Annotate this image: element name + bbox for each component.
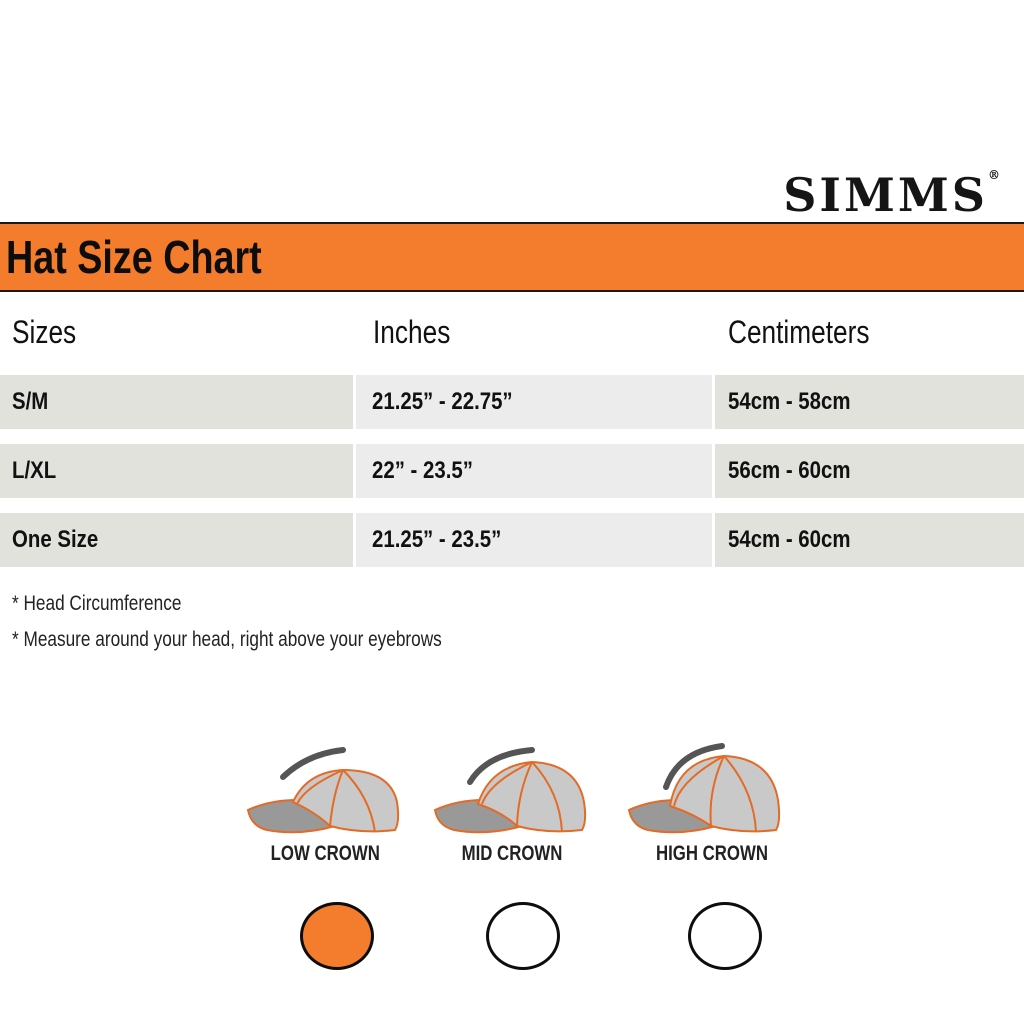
size-cell: S/M — [0, 375, 353, 429]
column-header-inches: Inches — [373, 314, 451, 350]
mid-crown-indicator[interactable] — [486, 902, 560, 970]
table-row — [0, 513, 1024, 567]
low-crown-label: LOW CROWN — [270, 842, 380, 865]
note-head-circumference: * Head Circumference — [12, 592, 182, 615]
low-crown-cap-icon — [245, 742, 405, 842]
high-crown-cap-icon — [626, 742, 786, 842]
centimeters-cell: 54cm - 60cm — [715, 513, 1024, 567]
note-measure-instructions: * Measure around your head, right above your eyebrows — [12, 628, 442, 651]
title-banner — [0, 222, 1024, 292]
column-header-sizes: Sizes — [12, 314, 77, 350]
brand-name: SIMMS — [783, 168, 988, 222]
size-cell: One Size — [0, 513, 353, 567]
table-row — [0, 444, 1024, 498]
inches-cell: 22” - 23.5” — [356, 444, 712, 498]
high-crown-label: HIGH CROWN — [656, 842, 768, 865]
centimeters-cell: 54cm - 58cm — [715, 375, 1024, 429]
brand-logo — [783, 168, 1000, 222]
low-crown-indicator[interactable] — [300, 902, 374, 970]
inches-cell: 21.25” - 23.5” — [356, 513, 712, 567]
mid-crown-label: MID CROWN — [461, 842, 563, 865]
table-row — [0, 375, 1024, 429]
mid-crown-cap-icon — [432, 742, 592, 842]
page-title: Hat Size Chart — [6, 231, 262, 283]
inches-cell: 21.25” - 22.75” — [356, 375, 712, 429]
size-cell: L/XL — [0, 444, 353, 498]
high-crown-indicator[interactable] — [688, 902, 762, 970]
registered-mark: ® — [988, 168, 1000, 182]
column-header-centimeters: Centimeters — [728, 314, 870, 350]
centimeters-cell: 56cm - 60cm — [715, 444, 1024, 498]
